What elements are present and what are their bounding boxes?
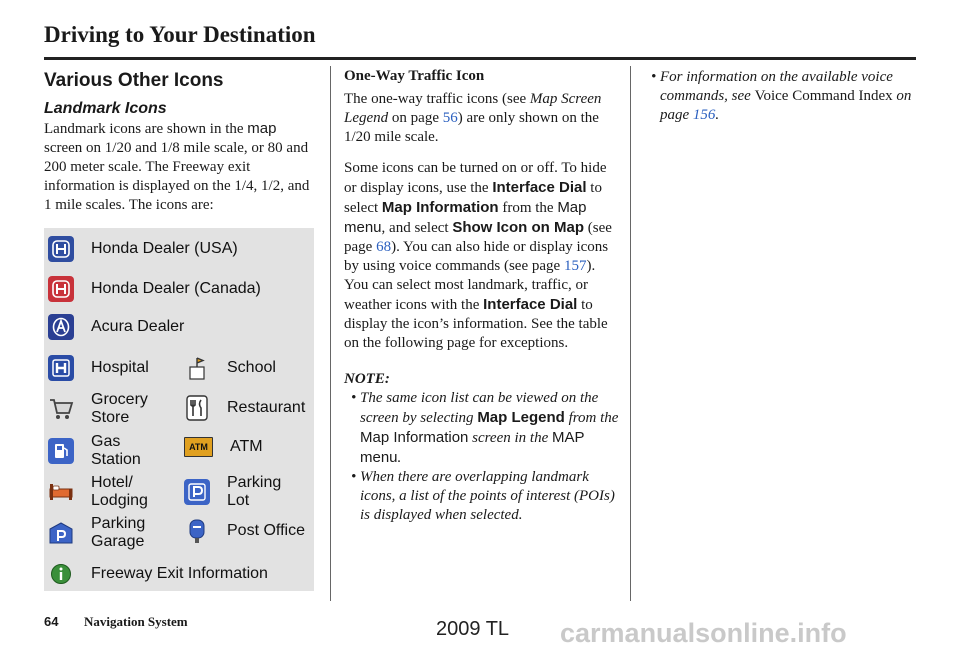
legend-row-gas: [48, 433, 141, 469]
honda-dealer-canada-icon: [48, 276, 74, 302]
subsection-heading: Landmark Icons: [44, 100, 167, 117]
legend-row-acura: [48, 314, 184, 340]
map-information-term: Map Information: [360, 429, 469, 446]
header-rule: [44, 57, 916, 60]
map-screen-legend-ref: Map Screen Legend: [344, 91, 602, 126]
legend-label: Parking Lot: [227, 474, 282, 509]
legend-label: Acura Dealer: [91, 318, 185, 335]
legend-row-honda-canada: [48, 276, 261, 302]
one-way-heading: One-Way Traffic Icon: [344, 68, 485, 84]
map-legend-term: Map Legend: [477, 409, 565, 426]
hotel-bed-icon: [48, 479, 74, 505]
map-information-term: Map Information: [381, 199, 499, 216]
parking-garage-icon: [48, 520, 74, 546]
map-menu-term: Map menu: [344, 199, 587, 236]
shopping-cart-icon: [48, 396, 74, 422]
column-right: [644, 68, 914, 125]
section-heading: Various Other Icons: [44, 70, 224, 91]
honda-dealer-icon: [48, 236, 74, 262]
school-icon: [184, 355, 210, 381]
legend-row-post-office: [184, 518, 305, 544]
restaurant-icon: [184, 395, 210, 421]
voice-command-index-ref: Voice Command Index: [754, 88, 893, 104]
legend-label: ATM: [230, 438, 263, 455]
info-icon: [48, 561, 74, 587]
gas-station-icon: [48, 438, 74, 464]
legend-label: Post Office: [227, 522, 305, 539]
column-divider: [330, 66, 331, 601]
legend-label: Restaurant: [227, 399, 306, 416]
legend-row-restaurant: [184, 395, 305, 421]
legend-row-atm: [184, 437, 263, 457]
legend-label: Gas Station: [91, 433, 141, 468]
legend-label: Honda Dealer (USA): [91, 240, 238, 257]
map-menu-term: MAP menu: [360, 429, 585, 466]
hospital-icon: [48, 355, 74, 381]
legend-row-school: [184, 355, 276, 381]
interface-dial-term: Interface Dial: [483, 296, 578, 313]
column-divider: [630, 66, 631, 601]
legend-row-grocery: [48, 391, 148, 427]
legend-row-parking-garage: [48, 515, 145, 551]
column-middle: [344, 68, 620, 525]
footer-system-title: Navigation System: [84, 614, 188, 629]
page-number: 64: [44, 614, 59, 629]
page-link[interactable]: 56: [442, 110, 458, 126]
legend-label: Hospital: [91, 359, 149, 376]
legend-label: Freeway Exit Information: [91, 565, 268, 582]
legend-row-hotel: [48, 474, 148, 510]
legend-row-parking-lot: [184, 474, 281, 510]
acura-dealer-icon: [48, 314, 74, 340]
mailbox-icon: [184, 518, 210, 544]
legend-label: Hotel/ Lodging: [91, 474, 148, 509]
legend-label: Parking Garage: [91, 515, 146, 550]
icon-toggle-paragraph: Some icons can be turned on or off. To hide or display icons, use the Interface Dial to select Map Information from the Map menu, and select Show Icon on Map (see page 68). You can also hide or display icons by using voice commands (see page 157).: [344, 160, 612, 274]
legend-row-honda-usa: [48, 236, 238, 262]
map-term: map: [247, 120, 277, 137]
select-icon-paragraph: You can select most landmark, traffic, or weather icons with the Interface Dial to display the icon’s information. See the table on the following page for exceptions.: [344, 277, 608, 351]
landmark-icon-legend: [44, 228, 314, 591]
column-left: [44, 68, 316, 215]
footer-model-label: 2009 TL: [436, 618, 510, 640]
legend-row-freeway-exit: [48, 561, 268, 587]
page-header-title: Driving to Your Destination: [44, 22, 316, 47]
atm-icon: ATM: [184, 437, 213, 457]
page-link[interactable]: 157: [563, 258, 587, 274]
one-way-paragraph: The one-way traffic icons (see Map Screen Legend on page 56) are only shown on the 1/20 mile scale.: [344, 91, 602, 145]
watermark: carmanualsonline.info: [560, 618, 847, 648]
landmark-paragraph: Landmark icons are shown in the map screen on 1/20 and 1/8 mile scale, or 80 and 200 meter scale. The Freeway exit information is displayed on the 1/4, 1/2, and 1 mile scales. The icons are:: [44, 120, 310, 213]
voice-commands-bullet: • For information on the available voice commands, see Voice Command Index on page 156.: [651, 69, 912, 123]
legend-label: Grocery Store: [91, 391, 148, 426]
legend-label: Honda Dealer (Canada): [91, 280, 261, 297]
legend-label: School: [227, 359, 276, 376]
legend-row-hospital: [48, 355, 149, 381]
note-bullet: • The same icon list can be viewed on the screen by selecting Map Legend from the Map Information screen in the MAP menu.: [351, 390, 619, 466]
show-icon-on-map-term: Show Icon on Map: [452, 219, 585, 236]
page-link[interactable]: 156: [692, 107, 716, 123]
interface-dial-term: Interface Dial: [492, 179, 587, 196]
note-bullet: • When there are overlapping landmark icons, a list of the points of interest (POIs) is displayed when selected.: [351, 469, 615, 523]
parking-lot-icon: [184, 479, 210, 505]
note-heading: NOTE:: [344, 371, 390, 387]
page-link[interactable]: 68: [376, 239, 392, 255]
